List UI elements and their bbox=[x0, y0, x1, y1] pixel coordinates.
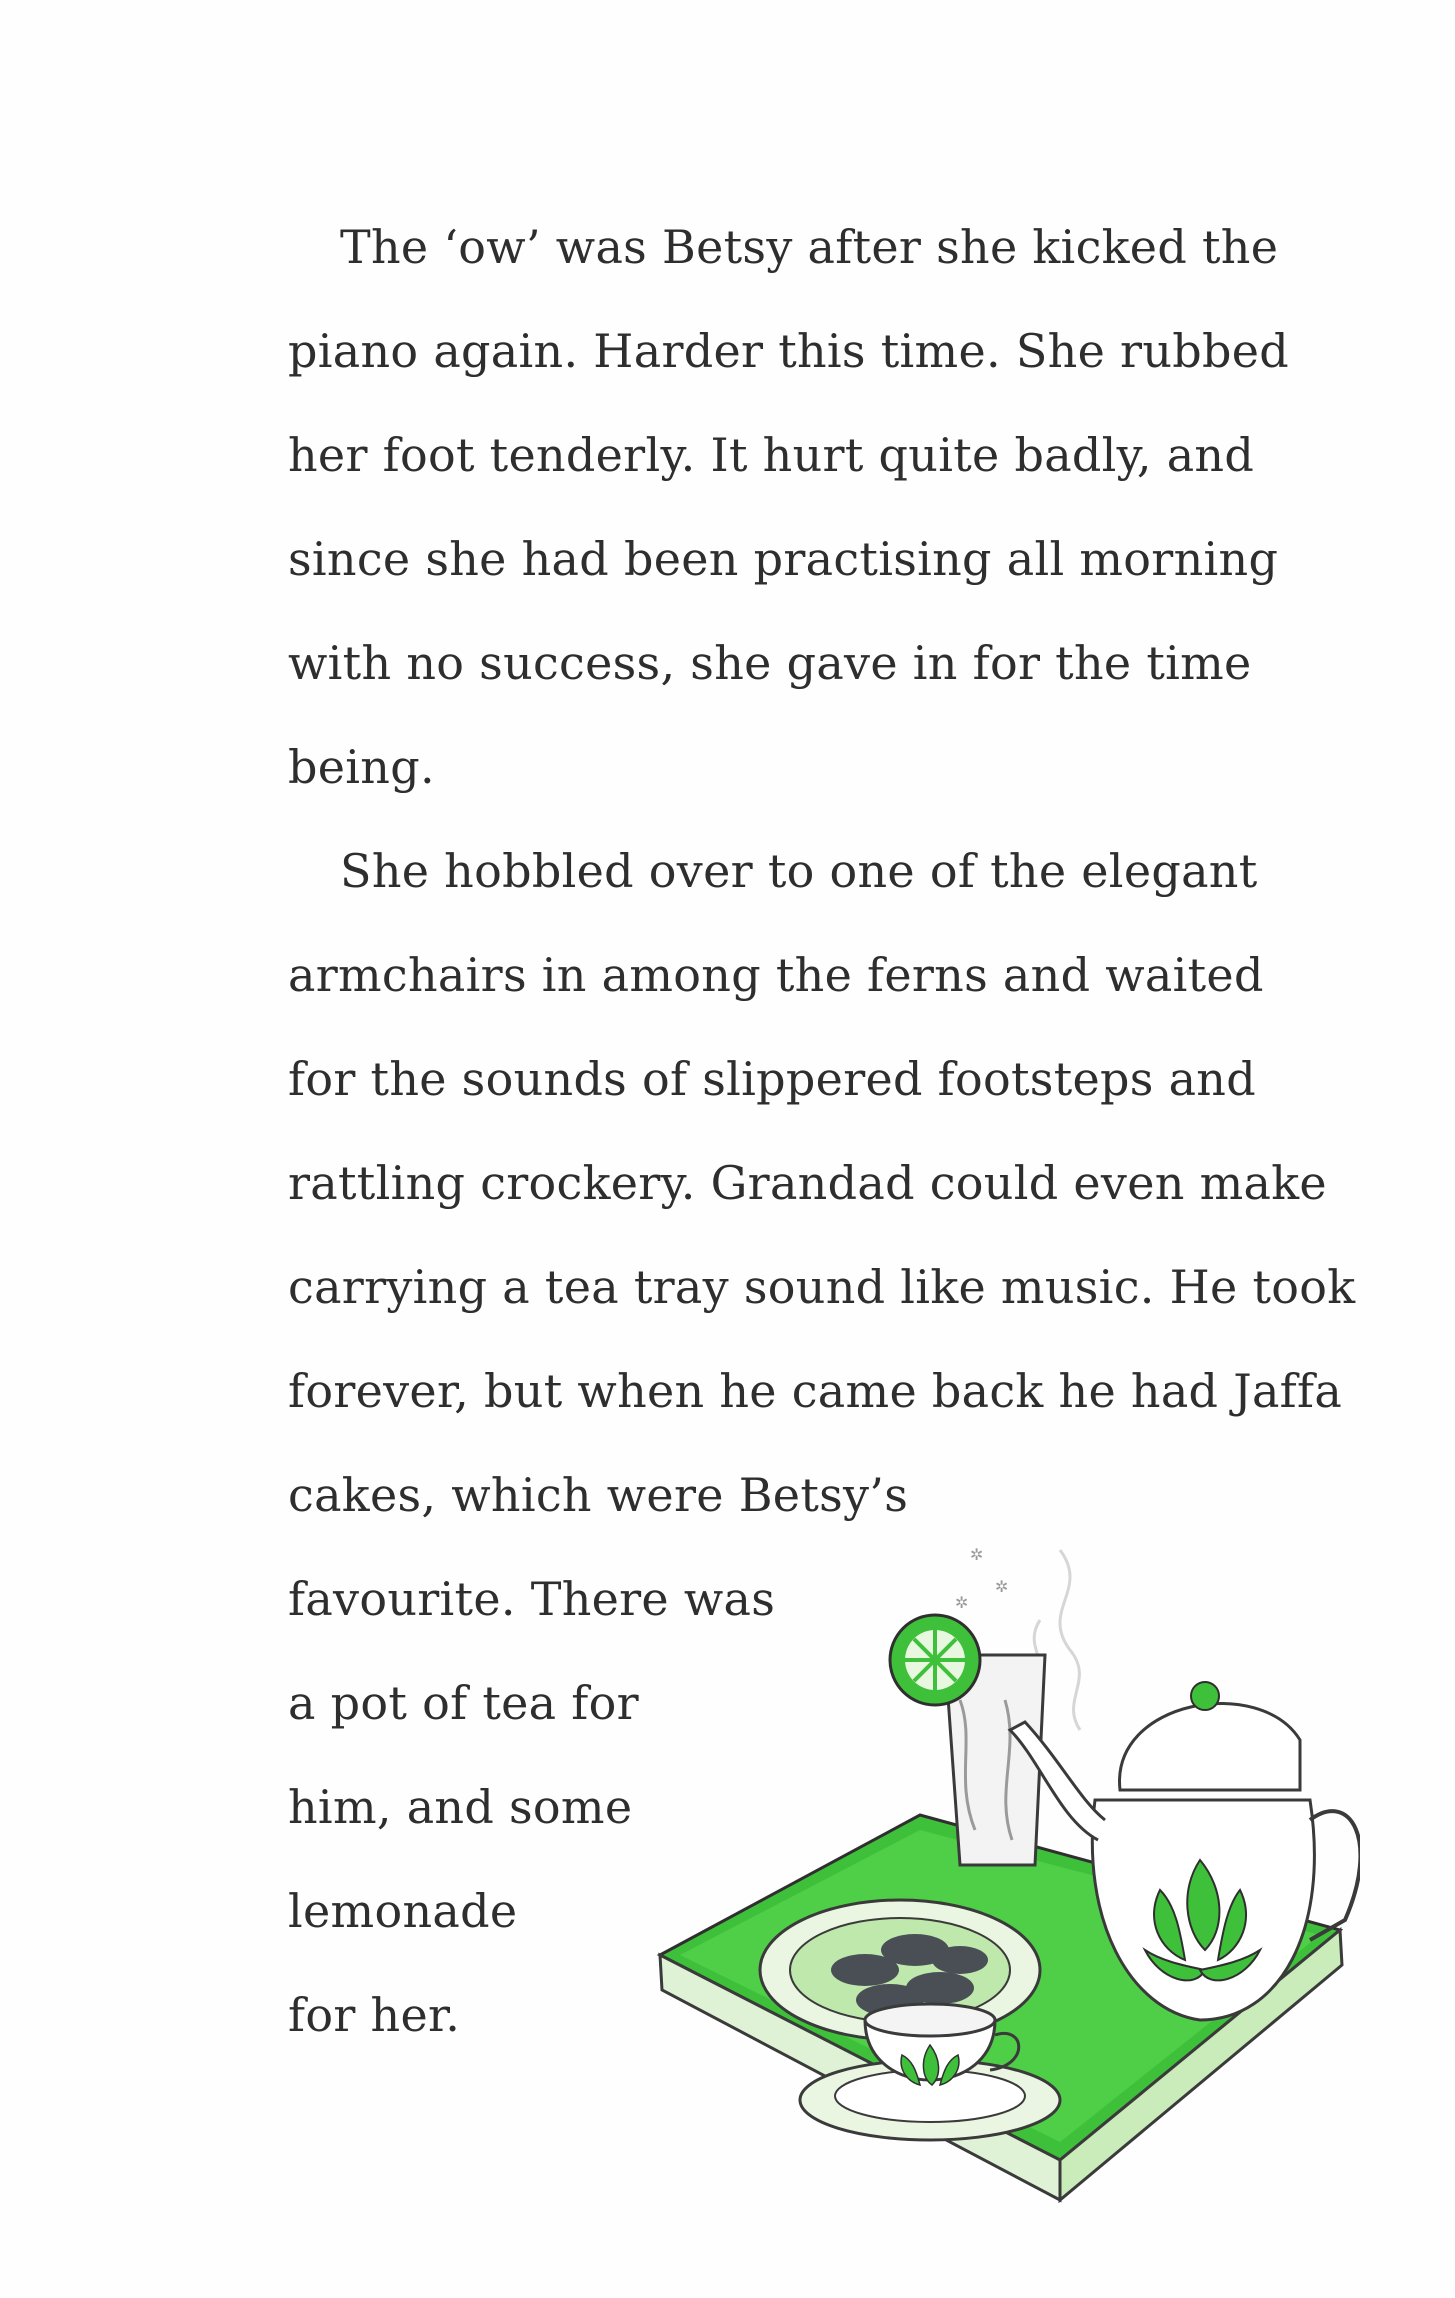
text-line: her foot tenderly. It hurt quite badly, and bbox=[288, 428, 1255, 482]
text-line: with no success, she gave in for the time bbox=[288, 636, 1252, 690]
sparkle-icon bbox=[955, 1545, 1008, 1612]
text-line: She hobbled over to one of the elegant bbox=[340, 844, 1258, 898]
text-line: forever, but when he came back he had Jaffa bbox=[288, 1364, 1343, 1418]
svg-text:✲: ✲ bbox=[970, 1545, 984, 1564]
text-line: cakes, which were Betsy’s bbox=[288, 1468, 909, 1522]
text-line: carrying a tea tray sound like music. He took bbox=[288, 1260, 1356, 1314]
svg-text:✲: ✲ bbox=[955, 1593, 969, 1612]
svg-text:✲: ✲ bbox=[995, 1577, 1009, 1596]
text-line: a pot of tea for bbox=[288, 1676, 639, 1730]
text-line: for her. bbox=[288, 1988, 461, 2042]
text-line: The ‘ow’ was Betsy after she kicked the bbox=[340, 220, 1279, 274]
text-line: armchairs in among the ferns and waited bbox=[288, 948, 1264, 1002]
text-line: lemonade bbox=[288, 1884, 518, 1938]
text-line: him, and some bbox=[288, 1780, 633, 1834]
text-line: being. bbox=[288, 740, 435, 794]
text-line: favourite. There was bbox=[288, 1572, 776, 1626]
text-line: for the sounds of slippered footsteps and bbox=[288, 1052, 1256, 1106]
text-line: since she had been practising all morning bbox=[288, 532, 1279, 586]
tea-tray-illustration bbox=[640, 1500, 1360, 2260]
text-line: piano again. Harder this time. She rubbed bbox=[288, 324, 1290, 378]
text-line: rattling crockery. Grandad could even make bbox=[288, 1156, 1327, 1210]
